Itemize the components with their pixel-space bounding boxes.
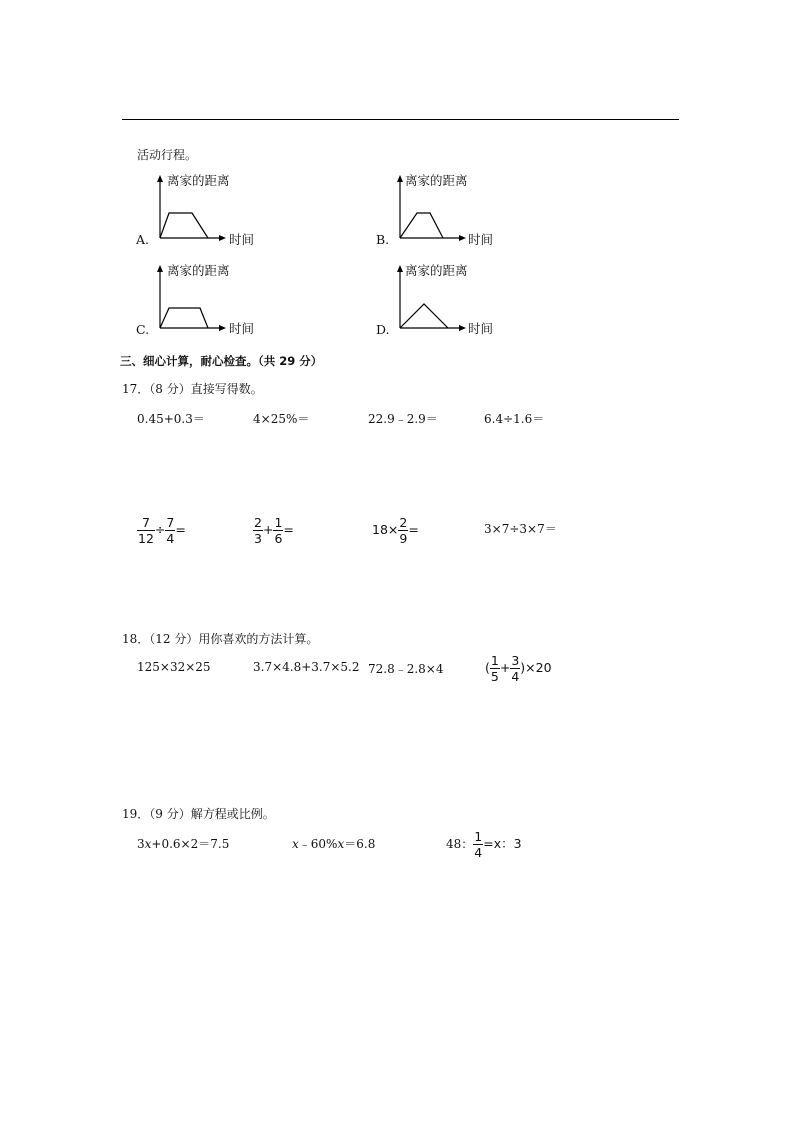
equals-sign: = — [408, 522, 419, 538]
q17-fraction-expression-1 — [137, 516, 186, 545]
q18-expression-3: 72.8﹣2.8×4 — [368, 662, 444, 676]
graph-xlabel: 时间 — [229, 232, 255, 247]
numerator: 1 — [474, 829, 483, 844]
variable: x — [337, 837, 345, 851]
denominator: 5 — [490, 669, 499, 685]
question-17-label: 17．（8 分）直接写得数。 — [122, 382, 263, 396]
graph-ylabel: 离家的距离 — [405, 263, 468, 278]
q17-expression-8: 3×7÷3×7＝ — [484, 522, 557, 536]
denominator: 4 — [474, 845, 483, 861]
graph-option-b — [376, 172, 506, 252]
distance-curve — [160, 308, 208, 328]
fraction — [165, 516, 175, 545]
numerator: 7 — [166, 515, 175, 530]
numerator: 3 — [511, 653, 520, 668]
q19-equation-1 — [137, 835, 229, 852]
denominator: 4 — [166, 531, 175, 547]
graph-ylabel: 离家的距离 — [405, 173, 468, 188]
denominator: 4 — [511, 669, 520, 685]
numerator: 1 — [274, 515, 283, 530]
numerator: 2 — [399, 515, 408, 530]
fraction — [137, 516, 155, 545]
graph-option-c — [136, 262, 266, 342]
q18-expression-2: 3.7×4.8+3.7×5.2 — [253, 660, 360, 674]
question-19-label: 19．（9 分）解方程或比例。 — [122, 807, 275, 821]
q18-fraction-expression-4 — [485, 654, 552, 683]
fraction — [490, 654, 500, 683]
fraction — [253, 516, 263, 545]
variable: x — [292, 837, 299, 851]
fraction — [473, 830, 483, 859]
operator: ÷ — [154, 522, 166, 538]
numerator: 7 — [141, 515, 150, 530]
graph-ylabel: 离家的距离 — [167, 173, 230, 188]
fraction — [398, 516, 408, 545]
numerator: 2 — [254, 515, 262, 530]
denominator: 12 — [138, 531, 154, 547]
option-letter: C. — [136, 322, 150, 337]
y-axis-arrow — [157, 175, 163, 182]
q19-equation-2 — [292, 835, 375, 852]
coefficient: 3 — [137, 837, 145, 851]
proportion-suffix: =x：3 — [483, 836, 522, 852]
q18-expression-1: 125×32×25 — [137, 660, 211, 674]
option-letter: A. — [136, 232, 150, 247]
equals-sign: = — [283, 522, 294, 538]
equation-rest: ＝6.8 — [344, 837, 376, 851]
y-axis-arrow — [397, 175, 403, 182]
q17-expression-1: 0.45+0.3＝ — [137, 412, 205, 426]
question-18-label: 18．（12 分）用你喜欢的方法计算。 — [122, 632, 319, 646]
y-axis-arrow — [397, 265, 403, 272]
equals-sign: = — [175, 522, 186, 538]
x-axis-arrow — [459, 235, 466, 241]
proportion-prefix: 48： — [446, 837, 474, 852]
y-axis-arrow — [157, 265, 163, 272]
equation-mid: ﹣60% — [298, 837, 338, 851]
x-axis-arrow — [219, 235, 226, 241]
fraction — [510, 654, 520, 683]
expression-prefix: 18× — [372, 522, 399, 538]
graph-xlabel: 时间 — [468, 321, 494, 336]
option-letter: B. — [376, 232, 390, 247]
numerator: 1 — [490, 653, 499, 668]
q19-proportion-3 — [446, 830, 522, 859]
intro-text: 活动行程。 — [137, 148, 198, 162]
q17-fraction-expression-2 — [253, 516, 294, 545]
denominator: 9 — [399, 531, 408, 547]
header-rule — [122, 119, 679, 120]
variable: x — [144, 837, 152, 851]
graph-ylabel: 离家的距离 — [167, 263, 230, 278]
graph-xlabel: 时间 — [229, 321, 255, 336]
denominator: 6 — [274, 531, 283, 547]
operator: + — [262, 522, 274, 538]
distance-curve — [400, 304, 448, 328]
open-paren: ( — [485, 660, 490, 676]
q17-expression-2: 4×25%＝ — [253, 412, 310, 426]
fraction — [273, 516, 283, 545]
q17-fraction-expression-3 — [372, 516, 419, 545]
close-paren-times: )×20 — [520, 660, 552, 676]
distance-curve — [160, 213, 208, 238]
section-title: 三、细心计算，耐心检查。（共 29 分） — [120, 354, 323, 368]
option-letter: D. — [376, 322, 390, 337]
graph-option-d — [376, 262, 506, 342]
x-axis-arrow — [219, 325, 226, 331]
q17-expression-4: 6.4÷1.6＝ — [484, 412, 545, 426]
equation-rest: +0.6×2＝7.5 — [151, 837, 230, 851]
distance-curve — [400, 213, 443, 238]
denominator: 3 — [254, 531, 262, 547]
x-axis-arrow — [459, 325, 466, 331]
graph-xlabel: 时间 — [468, 232, 494, 247]
q17-expression-3: 22.9﹣2.9＝ — [368, 412, 438, 426]
graph-option-a — [136, 172, 266, 252]
operator: + — [499, 660, 511, 676]
